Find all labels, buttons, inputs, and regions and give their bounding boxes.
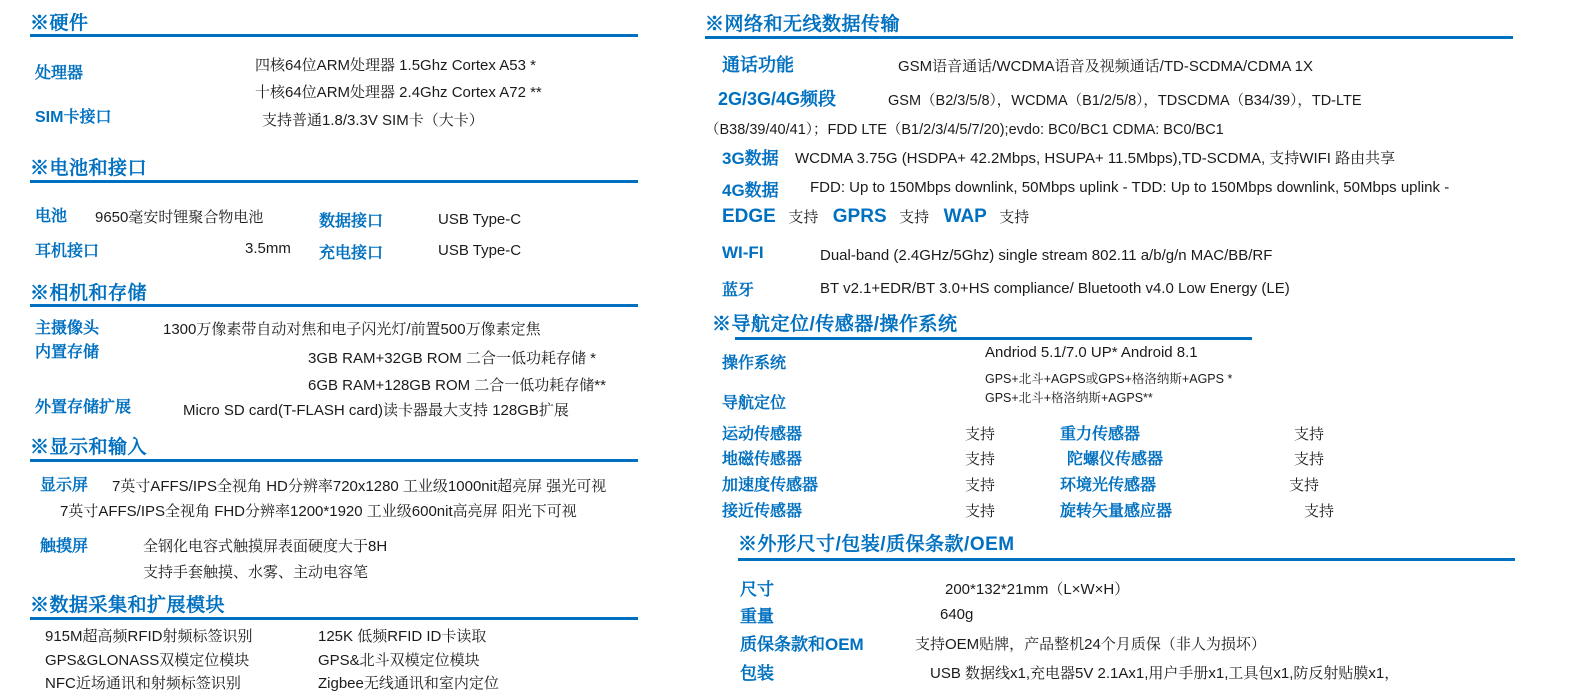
section-title-network: ※网络和无线数据传输	[705, 14, 901, 35]
internal-storage-line2: 6GB RAM+128GB ROM 二合一低功耗存储**	[308, 377, 606, 394]
bands-label: 2G/3G/4G频段	[718, 89, 837, 109]
size-value: 200*132*21mm（L×W×H）	[945, 581, 1130, 598]
sensor-value: 支持	[965, 451, 996, 468]
sensor-label: 环境光传感器	[1060, 477, 1157, 494]
call-function-label: 通话功能	[722, 55, 794, 75]
gprs-value: 支持	[899, 209, 930, 226]
sensor-value: 支持	[965, 426, 996, 443]
sim-label: SIM卡接口	[35, 109, 112, 126]
bands-line1: GSM（B2/3/5/8），WCDMA（B1/2/5/8），TDSCDMA（B34/39），TD-LTE	[888, 93, 1362, 109]
edge-value: 支持	[788, 209, 819, 226]
section-title-nav-sensors-os: ※导航定位/传感器/操作系统	[712, 314, 958, 335]
headphone-label: 耳机接口	[35, 243, 100, 260]
headphone-value: 3.5mm	[245, 240, 291, 257]
sensor-value: 支持	[965, 503, 996, 520]
section-rule-nav-sensors-os	[735, 337, 1252, 340]
data-port-value: USB Type-C	[438, 211, 522, 228]
external-storage-value: Micro SD card(T-FLASH card)读卡器最大支持 128GB扩展	[183, 402, 569, 419]
sensor-value: 支持	[1304, 503, 1335, 520]
section-title-dimensions: ※外形尺寸/包装/质保条款/OEM	[738, 534, 1015, 555]
section-title-camera-storage: ※相机和存储	[30, 283, 148, 304]
packaging-value: USB 数据线x1,充电器5V 2.1Ax1,用户手册x1,工具包x1,防反射贴膜x1，	[930, 665, 1400, 682]
data-3g-label: 3G数据	[722, 149, 779, 168]
touchscreen-label: 触摸屏	[40, 538, 89, 555]
os-sub-value: GPS+北斗+AGPS或GPS+格洛纳斯+AGPS *	[985, 372, 1233, 386]
sim-value: 支持普通1.8/3.3V SIM卡（大卡）	[262, 112, 484, 129]
data-4g-label: 4G数据	[722, 181, 779, 200]
camera-value: 1300万像素带自动对焦和电子闪光灯/前置500万像素定焦	[163, 321, 541, 338]
sensor-label: 运动传感器	[722, 426, 803, 443]
module-item: Zigbee无线通讯和室内定位	[318, 675, 499, 692]
battery-label: 电池	[35, 208, 68, 225]
internal-storage-label: 内置存储	[35, 344, 100, 361]
call-function-value: GSM语音通话/WCDMA语音及视频通话/TD-SCDMA/CDMA 1X	[898, 58, 1314, 75]
edge-gprs-wap-row	[722, 206, 1039, 228]
sensor-value: 支持	[965, 477, 996, 494]
display-line1: 7英寸AFFS/IPS全视角 HD分辨率720x1280 工业级1000nit超亮屏 强光可视	[112, 478, 607, 495]
size-label: 尺寸	[740, 580, 774, 599]
section-rule-hardware	[30, 34, 638, 37]
sensor-label: 陀螺仪传感器	[1067, 451, 1164, 468]
section-rule-battery	[30, 180, 638, 183]
internal-storage-line1: 3GB RAM+32GB ROM 二合一低功耗存储 *	[308, 350, 596, 367]
gprs-label: GPRS	[832, 206, 887, 227]
module-item: NFC近场通讯和射频标签识别	[45, 675, 241, 692]
display-label: 显示屏	[40, 477, 89, 494]
display-line2: 7英寸AFFS/IPS全视角 FHD分辨率1200*1920 工业级600nit高亮屏 阳光下可视	[60, 503, 577, 520]
data-4g-value: FDD: Up to 150Mbps downlink, 50Mbps uplink - TDD: Up to 150Mbps downlink, 50Mbps uplink -	[810, 179, 1450, 196]
data-port-label: 数据接口	[319, 213, 384, 230]
data-3g-value: WCDMA 3.75G (HSDPA+ 42.2Mbps, HSUPA+ 11.5Mbps),TD-SCDMA, 支持WIFI 路由共享	[795, 150, 1396, 167]
os-label: 操作系统	[722, 355, 787, 372]
processor-label: 处理器	[35, 65, 84, 82]
wifi-label: WI-FI	[722, 243, 764, 262]
section-title-display-input: ※显示和输入	[30, 437, 148, 458]
sensor-label: 加速度传感器	[722, 477, 819, 494]
processor-value-line2: 十核64位ARM处理器 2.4Ghz Cortex A72 **	[255, 84, 542, 101]
weight-value: 640g	[940, 606, 974, 623]
touchscreen-line2: 支持手套触摸、水雾、主动电容笔	[143, 564, 369, 581]
section-rule-dimensions	[738, 558, 1515, 561]
wap-value: 支持	[999, 209, 1030, 226]
sensor-value: 支持	[1294, 426, 1325, 443]
section-rule-display-input	[30, 459, 638, 462]
module-item: 125K 低频RFID ID卡读取	[318, 628, 487, 645]
wap-label: WAP	[943, 206, 987, 227]
section-title-battery: ※电池和接口	[30, 158, 148, 179]
module-item: 915M超高频RFID射频标签识别	[45, 628, 253, 645]
bluetooth-label: 蓝牙	[722, 282, 755, 299]
sensor-label: 地磁传感器	[722, 451, 803, 468]
section-rule-network	[705, 36, 1513, 39]
bluetooth-value: BT v2.1+EDR/BT 3.0+HS compliance/ Bluetooth v4.0 Low Energy (LE)	[820, 280, 1290, 297]
processor-value-line1: 四核64位ARM处理器 1.5Ghz Cortex A53 *	[255, 57, 536, 74]
battery-value: 9650毫安时锂聚合物电池	[95, 209, 264, 226]
sensor-label: 接近传感器	[722, 503, 803, 520]
section-rule-camera-storage	[30, 304, 638, 307]
module-item: GPS&北斗双模定位模块	[318, 652, 480, 669]
os-value: Andriod 5.1/7.0 UP* Android 8.1	[985, 344, 1198, 361]
section-rule-modules	[30, 617, 638, 620]
nav-positioning-value: GPS+北斗+格洛纳斯+AGPS**	[985, 391, 1153, 405]
sensor-label: 重力传感器	[1060, 426, 1141, 443]
wifi-value: Dual-band (2.4GHz/5Ghz) single stream 802.11 a/b/g/n MAC/BB/RF	[820, 247, 1273, 264]
warranty-oem-label: 质保条款和OEM	[740, 635, 864, 654]
touchscreen-line1: 全钢化电容式触摸屏表面硬度大于8H	[143, 538, 388, 555]
charge-port-value: USB Type-C	[438, 242, 522, 259]
external-storage-label: 外置存储扩展	[35, 399, 132, 416]
warranty-oem-value: 支持OEM贴牌，产品整机24个月质保（非人为损坏）	[915, 636, 1266, 653]
section-title-hardware: ※硬件	[30, 13, 89, 34]
nav-positioning-label: 导航定位	[722, 395, 787, 412]
bands-line2: （B38/39/40/41）；FDD LTE（B1/2/3/4/5/7/20);evdo: BC0/BC1 CDMA: BC0/BC1	[705, 122, 1224, 138]
sensor-value: 支持	[1289, 477, 1320, 494]
section-title-modules: ※数据采集和扩展模块	[30, 595, 226, 616]
packaging-label: 包装	[740, 664, 774, 683]
weight-label: 重量	[740, 607, 774, 626]
edge-label: EDGE	[722, 206, 776, 227]
charge-port-label: 充电接口	[319, 245, 384, 262]
sensor-label: 旋转矢量感应器	[1060, 503, 1173, 520]
camera-label: 主摄像头	[35, 320, 100, 337]
module-item: GPS&GLONASS双模定位模块	[45, 652, 250, 669]
sensor-value: 支持	[1294, 451, 1325, 468]
